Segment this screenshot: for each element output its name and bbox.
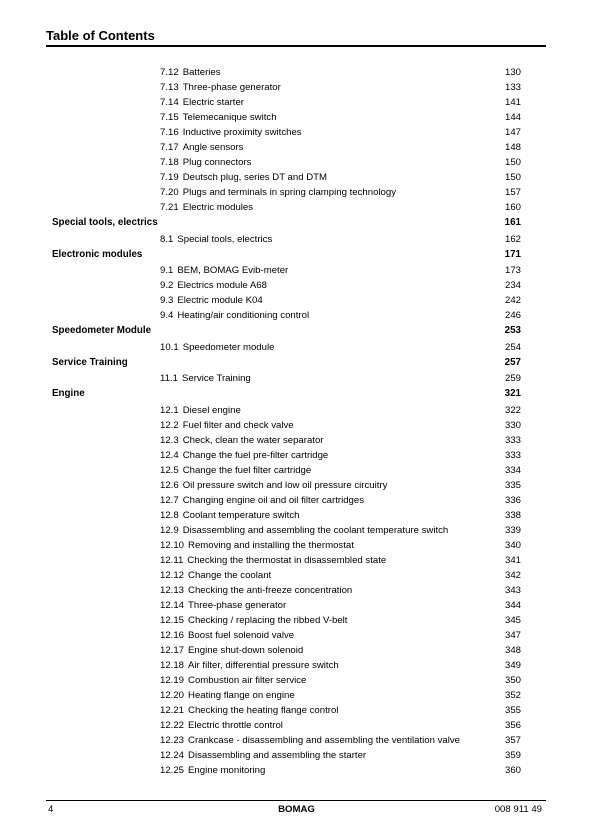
toc-entry-label bbox=[160, 110, 277, 125]
toc-section-number: 12.5 bbox=[160, 464, 179, 476]
toc-entry-title: Engine shut-down solenoid bbox=[188, 644, 304, 656]
toc-entry-title: Disassembling and assembling the coolant temperature switch bbox=[182, 524, 449, 536]
toc-section-number: 12.13 bbox=[160, 584, 185, 596]
toc-section-number: 12.23 bbox=[160, 734, 185, 746]
toc-page-number: 160 bbox=[504, 202, 521, 213]
toc-entry-title: Three-phase generator bbox=[182, 82, 281, 93]
toc-section-number: 9.4 bbox=[160, 310, 174, 321]
toc-section-entry[interactable] bbox=[0, 293, 593, 308]
toc-section-number: 12.1 bbox=[160, 404, 179, 416]
toc-page-number: 342 bbox=[504, 569, 521, 581]
toc-page-number: 357 bbox=[504, 734, 521, 746]
toc-entry-label bbox=[160, 433, 323, 448]
toc-entry-title: Checking the heating flange control bbox=[188, 704, 339, 716]
toc-section-entry[interactable] bbox=[0, 232, 593, 247]
toc-entry-title: Heating flange on engine bbox=[188, 689, 295, 701]
toc-entry-title: Electric modules bbox=[182, 202, 254, 213]
toc-section-number: 9.2 bbox=[160, 280, 174, 291]
toc-section-number: 8.1 bbox=[160, 233, 174, 245]
toc-page-number: 150 bbox=[504, 157, 521, 168]
toc-chapter-entry[interactable] bbox=[0, 386, 593, 403]
toc-entry-title: Electrics module A68 bbox=[177, 280, 267, 291]
toc-entry-label bbox=[160, 371, 251, 386]
toc-entry-title: Electric module K04 bbox=[177, 295, 263, 306]
toc-section-number: 12.9 bbox=[160, 524, 179, 536]
toc-entry-title: Change the fuel filter cartridge bbox=[182, 464, 312, 476]
toc-entry-label bbox=[160, 583, 352, 598]
toc-section-number: 12.12 bbox=[160, 569, 185, 581]
toc-page-number: 347 bbox=[504, 629, 521, 641]
toc-page-number: 141 bbox=[504, 97, 521, 108]
toc-entry-label bbox=[52, 247, 142, 264]
toc-section-entry[interactable] bbox=[0, 110, 593, 125]
toc-entry-title: Diesel engine bbox=[182, 404, 241, 416]
toc-page-number: 338 bbox=[504, 509, 521, 521]
toc-entry-title: Fuel filter and check valve bbox=[182, 419, 294, 431]
header-divider bbox=[46, 45, 546, 47]
toc-page-number: 356 bbox=[504, 719, 521, 731]
toc-section-entry[interactable] bbox=[0, 493, 593, 508]
toc-entry-label bbox=[160, 263, 288, 278]
toc-entry-title: BEM, BOMAG Evib-meter bbox=[177, 265, 289, 276]
toc-section-entry[interactable] bbox=[0, 403, 593, 418]
toc-page-number: 359 bbox=[504, 749, 521, 761]
toc-section-entry[interactable] bbox=[0, 688, 593, 703]
toc-section-entry[interactable] bbox=[0, 80, 593, 95]
footer-page-number: 4 bbox=[48, 804, 54, 815]
toc-section-number: 7.20 bbox=[160, 187, 179, 198]
toc-entry-label bbox=[160, 553, 386, 568]
toc-section-entry[interactable] bbox=[0, 463, 593, 478]
toc-section-number: 7.17 bbox=[160, 142, 179, 153]
toc-page-number: 350 bbox=[504, 674, 521, 686]
toc-entry-title: Oil pressure switch and low oil pressure circuitry bbox=[182, 479, 388, 491]
toc-entry-title: Check, clean the water separator bbox=[182, 434, 324, 446]
toc-section-number: 12.19 bbox=[160, 674, 185, 686]
toc-page-number: 254 bbox=[504, 341, 521, 353]
page-title: Table of Contents bbox=[46, 28, 155, 43]
toc-chapter-entry[interactable] bbox=[0, 323, 593, 340]
toc-section-entry[interactable] bbox=[0, 140, 593, 155]
toc-page-number: 133 bbox=[504, 82, 521, 93]
toc-section-number: 12.21 bbox=[160, 704, 185, 716]
toc-entry-label bbox=[160, 748, 366, 763]
toc-page-number: 147 bbox=[504, 127, 521, 138]
toc-entry-title: Special tools, electrics bbox=[52, 217, 158, 228]
toc-entry-title: Heating/air conditioning control bbox=[177, 310, 310, 321]
toc-entry-label bbox=[160, 673, 306, 688]
toc-section-entry[interactable] bbox=[0, 278, 593, 293]
toc-section-number: 7.16 bbox=[160, 127, 179, 138]
toc-entry-label bbox=[160, 340, 274, 355]
toc-section-number: 12.2 bbox=[160, 419, 179, 431]
toc-entry-label bbox=[160, 643, 303, 658]
toc-chapter-entry[interactable] bbox=[0, 355, 593, 372]
toc-entry-title: Checking the anti-freeze concentration bbox=[188, 584, 353, 596]
toc-page-number: 162 bbox=[504, 233, 521, 245]
toc-entry-label bbox=[160, 703, 338, 718]
toc-entry-label bbox=[52, 355, 128, 372]
toc-page-number: 322 bbox=[504, 404, 521, 416]
toc-section-number: 12.16 bbox=[160, 629, 185, 641]
toc-entry-label bbox=[160, 613, 347, 628]
toc-section-number: 12.17 bbox=[160, 644, 185, 656]
toc-entry-label bbox=[160, 718, 283, 733]
toc-section-entry[interactable] bbox=[0, 155, 593, 170]
toc-section-number: 7.15 bbox=[160, 112, 179, 123]
toc-page-number: 144 bbox=[504, 112, 521, 123]
toc-entry-label bbox=[160, 293, 263, 308]
toc-section-entry[interactable] bbox=[0, 598, 593, 613]
toc-chapter-entry[interactable] bbox=[0, 247, 593, 264]
toc-section-entry[interactable] bbox=[0, 643, 593, 658]
toc-section-entry[interactable] bbox=[0, 628, 593, 643]
toc-section-entry[interactable] bbox=[0, 448, 593, 463]
toc-entry-label bbox=[160, 418, 294, 433]
toc-page-number: 333 bbox=[504, 434, 521, 446]
toc-entry-title: Change the fuel pre-filter cartridge bbox=[182, 449, 329, 461]
toc-section-number: 9.1 bbox=[160, 265, 174, 276]
toc-section-entry[interactable] bbox=[0, 583, 593, 598]
toc-section-number: 12.11 bbox=[160, 554, 184, 566]
toc-entry-title: Service Training bbox=[52, 356, 128, 368]
toc-entry-title: Disassembling and assembling the starter bbox=[188, 749, 367, 761]
toc-page-number: 130 bbox=[504, 67, 521, 78]
toc-page-number: 333 bbox=[504, 449, 521, 461]
toc-section-number: 10.1 bbox=[160, 341, 179, 353]
toc-page-number: 157 bbox=[504, 187, 521, 198]
toc-page-number: 242 bbox=[504, 295, 521, 306]
toc-page-number: 330 bbox=[504, 419, 521, 431]
footer-doc-number: 008 911 49 bbox=[494, 804, 542, 815]
toc-section-number: 12.22 bbox=[160, 719, 185, 731]
toc-entry-label bbox=[160, 733, 460, 748]
toc-section-entry[interactable] bbox=[0, 703, 593, 718]
toc-entry-label bbox=[160, 598, 286, 613]
toc-section-entry[interactable] bbox=[0, 538, 593, 553]
toc-section-number: 12.8 bbox=[160, 509, 179, 521]
toc-chapter-entry[interactable] bbox=[0, 215, 593, 232]
toc-entry-label bbox=[160, 278, 267, 293]
toc-entry-label bbox=[160, 493, 364, 508]
toc-entry-label bbox=[160, 95, 244, 110]
toc-page-number: 334 bbox=[504, 464, 521, 476]
toc-page-number: 340 bbox=[504, 539, 521, 551]
toc-section-number: 12.15 bbox=[160, 614, 185, 626]
toc-section-number: 12.14 bbox=[160, 599, 185, 611]
toc-entry-title: Electronic modules bbox=[52, 248, 143, 260]
toc-entry-label bbox=[160, 463, 311, 478]
toc-section-number: 12.10 bbox=[160, 539, 185, 551]
toc-entry-title: Boost fuel solenoid valve bbox=[188, 629, 295, 641]
toc-entry-title: Checking / replacing the ribbed V-belt bbox=[188, 614, 348, 626]
toc-section-number: 12.20 bbox=[160, 689, 185, 701]
footer-divider bbox=[46, 800, 546, 801]
toc-section-entry[interactable] bbox=[0, 568, 593, 583]
toc-section-number: 7.18 bbox=[160, 157, 179, 168]
toc-section-entry[interactable] bbox=[0, 263, 593, 278]
toc-entry-label bbox=[160, 155, 251, 170]
footer-brand: BOMAG bbox=[278, 804, 315, 815]
toc-section-entry[interactable] bbox=[0, 371, 593, 386]
toc-entry-label bbox=[160, 523, 448, 538]
toc-entry-title: Electric throttle control bbox=[188, 719, 283, 731]
toc-entry-label bbox=[160, 80, 281, 95]
toc-page-number: 336 bbox=[504, 494, 521, 506]
toc-entry-label bbox=[160, 478, 387, 493]
toc-page-number: 234 bbox=[504, 280, 521, 291]
toc-entry-label bbox=[160, 200, 253, 215]
toc-page-number: 257 bbox=[504, 356, 521, 368]
toc-entry-label bbox=[52, 215, 158, 232]
toc-section-entry[interactable] bbox=[0, 170, 593, 185]
toc-entry-label bbox=[160, 232, 272, 247]
toc-entry-label bbox=[52, 323, 151, 340]
toc-entry-label bbox=[160, 688, 295, 703]
toc-page-number: 253 bbox=[504, 325, 521, 336]
toc-section-entry[interactable] bbox=[0, 613, 593, 628]
toc-section-entry[interactable] bbox=[0, 523, 593, 538]
toc-section-entry[interactable] bbox=[0, 433, 593, 448]
toc-entry-label bbox=[160, 628, 294, 643]
toc-page-number: 344 bbox=[504, 599, 521, 611]
toc-section-entry[interactable] bbox=[0, 340, 593, 355]
toc-section-number: 7.14 bbox=[160, 97, 179, 108]
toc-entry-title: Plug connectors bbox=[182, 157, 252, 168]
toc-entry-title: Inductive proximity switches bbox=[182, 127, 302, 138]
toc-entry-title: Removing and installing the thermostat bbox=[188, 539, 354, 551]
toc-section-number: 12.7 bbox=[160, 494, 179, 506]
toc-entry-label bbox=[52, 386, 85, 403]
toc-section-number: 12.18 bbox=[160, 659, 185, 671]
toc-page-number: 360 bbox=[504, 764, 521, 776]
toc-section-entry[interactable] bbox=[0, 65, 593, 80]
toc-entry-label bbox=[160, 308, 309, 323]
toc-entry-title: Engine bbox=[52, 388, 85, 399]
toc-entry-title: Change the coolant bbox=[188, 569, 272, 581]
toc-section-entry[interactable] bbox=[0, 673, 593, 688]
toc-entry-title: Three-phase generator bbox=[188, 599, 287, 611]
toc-page-number: 321 bbox=[504, 388, 521, 399]
toc-section-entry[interactable] bbox=[0, 763, 593, 778]
toc-entry-title: Service Training bbox=[181, 373, 251, 384]
toc-entry-title: Changing engine oil and oil filter cartridges bbox=[182, 494, 365, 506]
toc-entry-label bbox=[160, 403, 241, 418]
toc-section-entry[interactable] bbox=[0, 718, 593, 733]
toc-entry-label bbox=[160, 125, 302, 140]
toc-page-number: 339 bbox=[504, 524, 521, 536]
toc-entry-label bbox=[160, 538, 354, 553]
toc-page-number: 352 bbox=[504, 689, 521, 701]
toc-section-entry[interactable] bbox=[0, 418, 593, 433]
toc-page-number: 349 bbox=[504, 659, 521, 671]
toc-entry-title: Deutsch plug, series DT and DTM bbox=[182, 172, 328, 183]
toc-entry-title: Speedometer Module bbox=[52, 325, 152, 336]
toc-section-entry[interactable] bbox=[0, 733, 593, 748]
toc-section-number: 7.19 bbox=[160, 172, 179, 183]
toc-section-number: 12.25 bbox=[160, 764, 185, 776]
toc-page-number: 259 bbox=[504, 373, 521, 384]
toc-entry-title: Telemecanique switch bbox=[182, 112, 277, 123]
toc-section-entry[interactable] bbox=[0, 553, 593, 568]
toc-section-number: 12.3 bbox=[160, 434, 179, 446]
toc-section-number: 9.3 bbox=[160, 295, 174, 306]
toc-entry-title: Crankcase - disassembling and assembling the ventilation valve bbox=[188, 734, 460, 746]
toc-entry-title: Combustion air filter service bbox=[188, 674, 307, 686]
toc-entry-title: Batteries bbox=[182, 67, 221, 78]
toc-entry-label bbox=[160, 568, 271, 583]
toc-page-number: 355 bbox=[504, 704, 521, 716]
toc-page-number: 246 bbox=[504, 310, 521, 321]
toc-entry-label bbox=[160, 763, 265, 778]
toc-entry-label bbox=[160, 185, 396, 200]
toc-entry-title: Electric starter bbox=[182, 97, 244, 108]
toc-page-number: 348 bbox=[504, 644, 521, 656]
toc-entry-label bbox=[160, 508, 299, 523]
table-of-contents bbox=[0, 65, 593, 778]
toc-entry-title: Special tools, electrics bbox=[177, 233, 273, 245]
toc-entry-title: Angle sensors bbox=[182, 142, 244, 153]
toc-section-number: 12.4 bbox=[160, 449, 179, 461]
toc-section-entry[interactable] bbox=[0, 478, 593, 493]
toc-section-entry[interactable] bbox=[0, 308, 593, 323]
toc-section-entry[interactable] bbox=[0, 508, 593, 523]
toc-section-number: 12.24 bbox=[160, 749, 185, 761]
toc-page-number: 335 bbox=[504, 479, 521, 491]
toc-entry-title: Engine monitoring bbox=[188, 764, 266, 776]
toc-section-entry[interactable] bbox=[0, 658, 593, 673]
toc-page-number: 173 bbox=[504, 265, 521, 276]
toc-entry-label bbox=[160, 140, 243, 155]
toc-section-number: 7.21 bbox=[160, 202, 179, 213]
toc-page-number: 171 bbox=[504, 248, 521, 260]
toc-section-entry[interactable] bbox=[0, 200, 593, 215]
toc-entry-title: Air filter, differential pressure switch bbox=[188, 659, 339, 671]
toc-section-entry[interactable] bbox=[0, 95, 593, 110]
toc-entry-label bbox=[160, 65, 221, 80]
toc-section-number: 11.1 bbox=[160, 373, 178, 384]
toc-entry-label bbox=[160, 448, 328, 463]
toc-section-entry[interactable] bbox=[0, 125, 593, 140]
toc-entry-title: Checking the thermostat in disassembled state bbox=[187, 554, 387, 566]
toc-page-number: 345 bbox=[504, 614, 521, 626]
toc-section-entry[interactable] bbox=[0, 748, 593, 763]
toc-section-number: 7.12 bbox=[160, 67, 179, 78]
toc-section-entry[interactable] bbox=[0, 185, 593, 200]
toc-page-number: 150 bbox=[504, 172, 521, 183]
toc-entry-title: Coolant temperature switch bbox=[182, 509, 300, 521]
toc-entry-label bbox=[160, 170, 327, 185]
toc-page-number: 161 bbox=[504, 217, 521, 228]
toc-entry-label bbox=[160, 658, 339, 673]
toc-entry-title: Speedometer module bbox=[182, 341, 275, 353]
toc-page-number: 343 bbox=[504, 584, 521, 596]
toc-page-number: 148 bbox=[504, 142, 521, 153]
toc-entry-title: Plugs and terminals in spring clamping technology bbox=[182, 187, 396, 198]
toc-section-number: 7.13 bbox=[160, 82, 179, 93]
toc-page-number: 341 bbox=[504, 554, 521, 566]
toc-section-number: 12.6 bbox=[160, 479, 179, 491]
